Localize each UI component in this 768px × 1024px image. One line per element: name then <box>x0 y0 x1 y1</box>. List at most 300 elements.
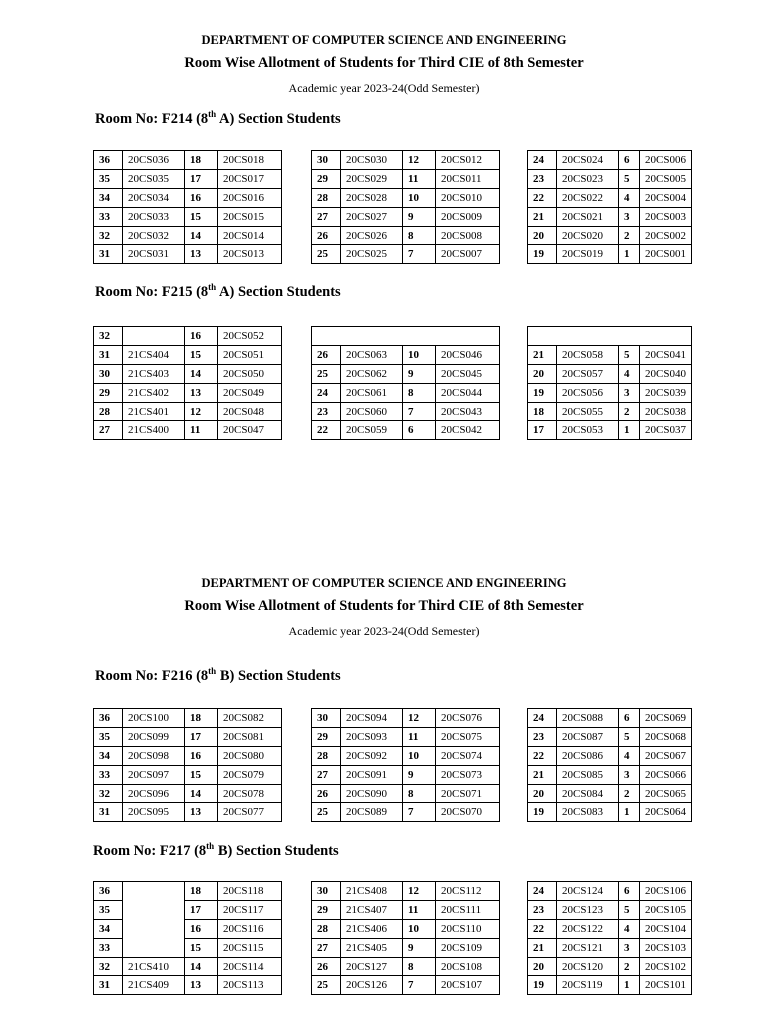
seat-number: 18 <box>185 709 218 728</box>
seat-number: 21 <box>528 765 557 784</box>
seat-number: 28 <box>94 402 123 421</box>
usn-cell: 20CS089 <box>341 803 403 822</box>
usn-cell: 20CS126 <box>341 976 403 995</box>
seat-number: 22 <box>528 746 557 765</box>
seat-number: 18 <box>528 402 557 421</box>
seat-number: 29 <box>312 727 341 746</box>
seat-number: 27 <box>312 207 341 226</box>
usn-cell: 20CS070 <box>436 803 500 822</box>
table-row <box>312 169 500 188</box>
empty-row-cell <box>528 327 692 346</box>
usn-cell: 20CS088 <box>557 709 619 728</box>
usn-cell: 20CS003 <box>640 207 692 226</box>
seat-number: 36 <box>94 151 123 170</box>
usn-cell: 20CS085 <box>557 765 619 784</box>
table-row <box>528 188 692 207</box>
seat-number: 26 <box>312 784 341 803</box>
usn-cell: 20CS016 <box>218 188 282 207</box>
seat-number: 7 <box>403 402 436 421</box>
table-row <box>528 746 692 765</box>
table-row <box>312 364 500 383</box>
table-row <box>94 207 282 226</box>
seat-number: 8 <box>403 784 436 803</box>
usn-cell: 20CS092 <box>341 746 403 765</box>
usn-cell: 20CS049 <box>218 383 282 402</box>
usn-cell: 20CS084 <box>557 784 619 803</box>
allotment-title: Room Wise Allotment of Students for Third CIE of 8th Semester <box>184 598 584 614</box>
seat-number: 26 <box>312 345 341 364</box>
usn-cell: 20CS105 <box>640 900 692 919</box>
usn-cell: 20CS058 <box>557 345 619 364</box>
usn-cell: 21CS408 <box>341 882 403 901</box>
seat-number: 12 <box>185 402 218 421</box>
seat-number: 12 <box>403 709 436 728</box>
seat-number: 2 <box>619 784 640 803</box>
usn-cell: 20CS053 <box>557 421 619 440</box>
seat-number: 16 <box>185 188 218 207</box>
seat-number: 31 <box>94 976 123 995</box>
seat-number: 7 <box>403 245 436 264</box>
seat-number: 20 <box>528 784 557 803</box>
table-row <box>312 327 500 346</box>
seat-number: 13 <box>185 803 218 822</box>
usn-cell: 21CS403 <box>123 364 185 383</box>
seat-number: 23 <box>528 169 557 188</box>
seat-number: 6 <box>619 151 640 170</box>
usn-cell: 20CS099 <box>123 727 185 746</box>
usn-cell: 20CS020 <box>557 226 619 245</box>
seat-table <box>311 326 500 440</box>
usn-cell: 20CS015 <box>218 207 282 226</box>
seat-number: 6 <box>403 421 436 440</box>
seat-number: 14 <box>185 226 218 245</box>
usn-cell: 20CS113 <box>218 976 282 995</box>
table-row <box>94 709 282 728</box>
usn-cell: 21CS405 <box>341 938 403 957</box>
seat-number: 32 <box>94 784 123 803</box>
table-row <box>312 188 500 207</box>
seat-number: 28 <box>312 746 341 765</box>
usn-cell: 20CS056 <box>557 383 619 402</box>
seat-number: 12 <box>403 882 436 901</box>
seat-number: 17 <box>185 727 218 746</box>
usn-cell: 20CS075 <box>436 727 500 746</box>
seat-number: 34 <box>94 746 123 765</box>
seat-number: 15 <box>185 765 218 784</box>
seat-number: 24 <box>528 151 557 170</box>
table-row <box>528 727 692 746</box>
seat-number: 30 <box>94 364 123 383</box>
usn-cell: 20CS124 <box>557 882 619 901</box>
seat-number: 19 <box>528 976 557 995</box>
usn-cell: 20CS013 <box>218 245 282 264</box>
seat-number: 17 <box>528 421 557 440</box>
table-row <box>94 327 282 346</box>
usn-cell: 20CS081 <box>218 727 282 746</box>
seat-table <box>93 150 282 264</box>
seat-number: 32 <box>94 327 123 346</box>
seat-table <box>93 326 282 440</box>
seat-number: 1 <box>619 245 640 264</box>
table-row <box>94 784 282 803</box>
room-heading: Room No: F216 (8th B) Section Students <box>95 666 341 684</box>
usn-cell <box>123 327 185 346</box>
usn-cell: 20CS100 <box>123 709 185 728</box>
seat-number: 35 <box>94 169 123 188</box>
table-row <box>312 900 500 919</box>
seat-number: 9 <box>403 938 436 957</box>
usn-cell: 20CS120 <box>557 957 619 976</box>
seat-number: 15 <box>185 938 218 957</box>
usn-cell: 20CS009 <box>436 207 500 226</box>
usn-cell: 20CS045 <box>436 364 500 383</box>
usn-cell: 20CS062 <box>341 364 403 383</box>
usn-cell: 20CS036 <box>123 151 185 170</box>
seat-number: 28 <box>312 188 341 207</box>
usn-cell: 20CS064 <box>640 803 692 822</box>
seat-number: 29 <box>312 169 341 188</box>
seat-number: 10 <box>403 746 436 765</box>
table-row <box>528 169 692 188</box>
table-row <box>94 803 282 822</box>
table-row <box>528 709 692 728</box>
table-row <box>312 245 500 264</box>
seat-number: 9 <box>403 207 436 226</box>
usn-cell: 20CS027 <box>341 207 403 226</box>
academic-year: Academic year 2023-24(Odd Semester) <box>288 624 480 638</box>
usn-cell: 21CS407 <box>341 900 403 919</box>
usn-cell: 20CS042 <box>436 421 500 440</box>
seat-number: 13 <box>185 976 218 995</box>
seat-number: 14 <box>185 957 218 976</box>
room-heading: Room No: F214 (8th A) Section Students <box>95 109 341 127</box>
table-row <box>528 207 692 226</box>
seat-number: 24 <box>312 383 341 402</box>
seat-number: 16 <box>185 919 218 938</box>
usn-cell: 20CS069 <box>640 709 692 728</box>
table-row <box>312 151 500 170</box>
seat-number: 33 <box>94 938 123 957</box>
seat-number: 18 <box>185 882 218 901</box>
seat-number: 19 <box>528 383 557 402</box>
usn-cell: 20CS090 <box>341 784 403 803</box>
usn-cell: 20CS031 <box>123 245 185 264</box>
seat-number: 4 <box>619 746 640 765</box>
table-row <box>312 383 500 402</box>
seat-number: 29 <box>94 383 123 402</box>
seat-number: 18 <box>185 151 218 170</box>
usn-cell: 20CS028 <box>341 188 403 207</box>
usn-cell: 20CS063 <box>341 345 403 364</box>
table-row <box>312 746 500 765</box>
seat-number: 9 <box>403 765 436 784</box>
usn-cell: 20CS083 <box>557 803 619 822</box>
table-row <box>312 803 500 822</box>
usn-cell: 20CS001 <box>640 245 692 264</box>
usn-cell: 20CS008 <box>436 226 500 245</box>
table-row <box>312 882 500 901</box>
table-row <box>94 900 282 919</box>
seat-number: 20 <box>528 957 557 976</box>
seat-number: 25 <box>312 976 341 995</box>
seat-number: 27 <box>312 938 341 957</box>
table-row <box>94 151 282 170</box>
seat-number: 23 <box>528 727 557 746</box>
table-row <box>94 919 282 938</box>
usn-cell: 20CS078 <box>218 784 282 803</box>
seat-number: 10 <box>403 919 436 938</box>
room-heading: Room No: F215 (8th A) Section Students <box>95 282 341 300</box>
usn-cell: 20CS086 <box>557 746 619 765</box>
usn-cell: 20CS079 <box>218 765 282 784</box>
seat-number: 32 <box>94 957 123 976</box>
seat-number: 7 <box>403 976 436 995</box>
seat-number: 12 <box>403 151 436 170</box>
seat-number: 1 <box>619 976 640 995</box>
table-row <box>528 882 692 901</box>
usn-cell: 20CS102 <box>640 957 692 976</box>
usn-cell <box>123 882 185 958</box>
table-row <box>528 765 692 784</box>
seat-number: 25 <box>312 803 341 822</box>
table-row <box>94 188 282 207</box>
usn-cell: 20CS115 <box>218 938 282 957</box>
table-row <box>312 727 500 746</box>
seat-table <box>527 326 692 440</box>
usn-cell: 20CS018 <box>218 151 282 170</box>
seat-number: 21 <box>528 938 557 957</box>
usn-cell: 20CS047 <box>218 421 282 440</box>
table-row <box>94 421 282 440</box>
seat-number: 13 <box>185 383 218 402</box>
seat-number: 30 <box>312 151 341 170</box>
seat-table <box>93 708 282 822</box>
seat-number: 34 <box>94 188 123 207</box>
usn-cell: 20CS065 <box>640 784 692 803</box>
seat-number: 8 <box>403 226 436 245</box>
seat-number: 34 <box>94 919 123 938</box>
seat-number: 24 <box>528 882 557 901</box>
usn-cell: 20CS059 <box>341 421 403 440</box>
usn-cell: 20CS117 <box>218 900 282 919</box>
table-row <box>312 784 500 803</box>
usn-cell: 20CS080 <box>218 746 282 765</box>
seat-number: 11 <box>403 727 436 746</box>
seat-number: 2 <box>619 402 640 421</box>
usn-cell: 20CS073 <box>436 765 500 784</box>
seat-number: 22 <box>312 421 341 440</box>
table-row <box>312 402 500 421</box>
usn-cell: 20CS032 <box>123 226 185 245</box>
seat-number: 15 <box>185 207 218 226</box>
table-row <box>312 976 500 995</box>
seat-number: 6 <box>619 882 640 901</box>
usn-cell: 20CS023 <box>557 169 619 188</box>
table-row <box>312 765 500 784</box>
usn-cell: 20CS010 <box>436 188 500 207</box>
seat-number: 8 <box>403 957 436 976</box>
seat-number: 16 <box>185 327 218 346</box>
usn-cell: 20CS093 <box>341 727 403 746</box>
seat-number: 16 <box>185 746 218 765</box>
table-row <box>312 919 500 938</box>
department-heading: DEPARTMENT OF COMPUTER SCIENCE AND ENGINEERING <box>201 576 567 590</box>
seat-number: 17 <box>185 169 218 188</box>
usn-cell: 20CS034 <box>123 188 185 207</box>
seat-number: 14 <box>185 364 218 383</box>
table-row <box>94 957 282 976</box>
seat-number: 2 <box>619 957 640 976</box>
usn-cell: 20CS098 <box>123 746 185 765</box>
usn-cell: 20CS087 <box>557 727 619 746</box>
seat-number: 26 <box>312 226 341 245</box>
table-row <box>312 226 500 245</box>
usn-cell: 20CS123 <box>557 900 619 919</box>
usn-cell: 20CS029 <box>341 169 403 188</box>
usn-cell: 21CS404 <box>123 345 185 364</box>
usn-cell: 20CS091 <box>341 765 403 784</box>
seat-number: 30 <box>312 882 341 901</box>
seat-number: 29 <box>312 900 341 919</box>
table-row <box>94 746 282 765</box>
department-heading: DEPARTMENT OF COMPUTER SCIENCE AND ENGINEERING <box>201 33 567 47</box>
seat-number: 25 <box>312 364 341 383</box>
usn-cell: 20CS096 <box>123 784 185 803</box>
seat-number: 5 <box>619 900 640 919</box>
seat-number: 21 <box>528 207 557 226</box>
table-row <box>528 803 692 822</box>
table-row <box>528 957 692 976</box>
usn-cell: 20CS077 <box>218 803 282 822</box>
usn-cell: 20CS017 <box>218 169 282 188</box>
seat-number: 27 <box>94 421 123 440</box>
seat-table <box>527 881 692 995</box>
seat-number: 9 <box>403 364 436 383</box>
seat-number: 11 <box>403 900 436 919</box>
seat-number: 6 <box>619 709 640 728</box>
usn-cell: 20CS019 <box>557 245 619 264</box>
usn-cell: 20CS076 <box>436 709 500 728</box>
seat-number: 14 <box>185 784 218 803</box>
seat-number: 4 <box>619 919 640 938</box>
usn-cell: 20CS114 <box>218 957 282 976</box>
seat-number: 5 <box>619 345 640 364</box>
table-row <box>94 727 282 746</box>
seat-number: 19 <box>528 245 557 264</box>
seat-table <box>311 708 500 822</box>
table-row <box>312 709 500 728</box>
seat-number: 1 <box>619 803 640 822</box>
table-row <box>528 402 692 421</box>
usn-cell: 20CS119 <box>557 976 619 995</box>
usn-cell: 21CS400 <box>123 421 185 440</box>
usn-cell: 20CS061 <box>341 383 403 402</box>
usn-cell: 20CS097 <box>123 765 185 784</box>
usn-cell: 21CS406 <box>341 919 403 938</box>
usn-cell: 20CS011 <box>436 169 500 188</box>
usn-cell: 21CS401 <box>123 402 185 421</box>
seat-number: 33 <box>94 207 123 226</box>
table-row <box>94 765 282 784</box>
usn-cell: 20CS071 <box>436 784 500 803</box>
usn-cell: 20CS051 <box>218 345 282 364</box>
usn-cell: 20CS043 <box>436 402 500 421</box>
table-row <box>528 345 692 364</box>
usn-cell: 20CS116 <box>218 919 282 938</box>
seat-number: 15 <box>185 345 218 364</box>
usn-cell: 20CS022 <box>557 188 619 207</box>
table-row <box>528 919 692 938</box>
table-row <box>528 364 692 383</box>
usn-cell: 20CS040 <box>640 364 692 383</box>
table-row <box>94 976 282 995</box>
seat-number: 11 <box>403 169 436 188</box>
usn-cell: 20CS014 <box>218 226 282 245</box>
table-row <box>528 151 692 170</box>
seat-number: 10 <box>403 345 436 364</box>
usn-cell: 20CS107 <box>436 976 500 995</box>
usn-cell: 20CS106 <box>640 882 692 901</box>
usn-cell: 20CS095 <box>123 803 185 822</box>
table-row <box>528 383 692 402</box>
table-row <box>312 345 500 364</box>
table-row <box>94 226 282 245</box>
usn-cell: 20CS041 <box>640 345 692 364</box>
usn-cell: 20CS050 <box>218 364 282 383</box>
academic-year: Academic year 2023-24(Odd Semester) <box>288 81 480 95</box>
usn-cell: 20CS060 <box>341 402 403 421</box>
table-row <box>528 976 692 995</box>
usn-cell: 20CS101 <box>640 976 692 995</box>
usn-cell: 20CS082 <box>218 709 282 728</box>
usn-cell: 20CS004 <box>640 188 692 207</box>
usn-cell: 20CS108 <box>436 957 500 976</box>
table-row <box>528 327 692 346</box>
table-row <box>528 900 692 919</box>
seat-number: 25 <box>312 245 341 264</box>
seat-number: 11 <box>185 421 218 440</box>
seat-table <box>311 150 500 264</box>
seat-number: 5 <box>619 169 640 188</box>
usn-cell: 20CS026 <box>341 226 403 245</box>
seat-number: 8 <box>403 383 436 402</box>
table-row <box>94 383 282 402</box>
usn-cell: 20CS118 <box>218 882 282 901</box>
seat-number: 19 <box>528 803 557 822</box>
seat-number: 35 <box>94 900 123 919</box>
usn-cell: 20CS066 <box>640 765 692 784</box>
usn-cell: 20CS006 <box>640 151 692 170</box>
usn-cell: 20CS067 <box>640 746 692 765</box>
usn-cell: 20CS030 <box>341 151 403 170</box>
seat-number: 28 <box>312 919 341 938</box>
usn-cell: 20CS033 <box>123 207 185 226</box>
seat-number: 26 <box>312 957 341 976</box>
usn-cell: 20CS121 <box>557 938 619 957</box>
usn-cell: 20CS021 <box>557 207 619 226</box>
seat-number: 30 <box>312 709 341 728</box>
usn-cell: 20CS044 <box>436 383 500 402</box>
table-row <box>528 938 692 957</box>
usn-cell: 20CS103 <box>640 938 692 957</box>
usn-cell: 20CS038 <box>640 402 692 421</box>
usn-cell: 20CS002 <box>640 226 692 245</box>
seat-number: 22 <box>528 188 557 207</box>
table-row <box>312 938 500 957</box>
seat-number: 3 <box>619 383 640 402</box>
usn-cell: 20CS127 <box>341 957 403 976</box>
usn-cell: 20CS111 <box>436 900 500 919</box>
